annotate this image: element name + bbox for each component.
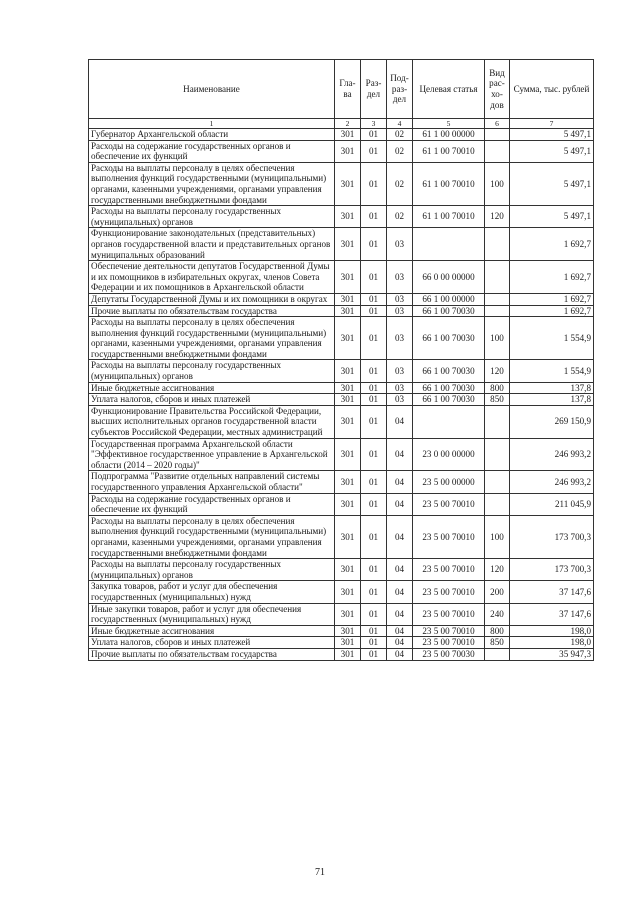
cell-expense-type — [485, 129, 510, 141]
cell-target-article — [413, 228, 485, 261]
table-row — [89, 140, 594, 162]
cell-razdel: 01 — [361, 648, 387, 660]
header-sum: Сумма, тыс. рублей — [510, 60, 594, 119]
cell-name: Обеспечение деятельности депутатов Государственной Думы и их помощников в избирательных округах, членов Совета Федерации и их помощников в Архангельской области — [89, 261, 335, 294]
cell-expense-type — [485, 140, 510, 162]
cell-name: Иные бюджетные ассигнования — [89, 382, 335, 394]
cell-sum: 5 497,1 — [510, 162, 594, 205]
cell-sum: 1 692,7 — [510, 261, 594, 294]
table-row — [89, 129, 594, 141]
cell-podrazdel: 04 — [387, 648, 413, 660]
cell-name: Расходы на выплаты персоналу в целях обеспечения выполнения функций государственными (муниципальными) органами, казенными учреждениями, органами управления государственными внебюджетными фондами — [89, 162, 335, 205]
cell-expense-type — [485, 493, 510, 515]
cell-sum: 1 692,7 — [510, 228, 594, 261]
cell-name: Иные закупки товаров, работ и услуг для обеспечения государственных (муниципальных) нужд — [89, 603, 335, 625]
cell-name: Прочие выплаты по обязательствам государства — [89, 305, 335, 317]
cell-sum: 1 554,9 — [510, 360, 594, 382]
cell-expense-type — [485, 471, 510, 493]
cell-expense-type: 100 — [485, 515, 510, 558]
cell-podrazdel: 03 — [387, 293, 413, 305]
table-row — [89, 625, 594, 637]
cell-podrazdel: 03 — [387, 382, 413, 394]
cell-sum: 5 497,1 — [510, 206, 594, 228]
cell-sum: 37 147,6 — [510, 581, 594, 603]
table-row — [89, 293, 594, 305]
cell-name: Расходы на выплаты персоналу в целях обеспечения выполнения функций государственными (муниципальными) органами, казенными учреждениями, органами управления государственными внебюджетными фондами — [89, 515, 335, 558]
cell-sum: 269 150,9 — [510, 405, 594, 438]
cell-glava: 301 — [335, 648, 361, 660]
table-row — [89, 648, 594, 660]
column-number: 1 — [89, 119, 335, 129]
cell-podrazdel: 03 — [387, 228, 413, 261]
table-row — [89, 206, 594, 228]
header-podrazdel: Под-раз-дел — [387, 60, 413, 119]
cell-name: Подпрограмма "Развитие отдельных направлений системы государственного управления Архангельской области" — [89, 471, 335, 493]
table-row — [89, 228, 594, 261]
cell-sum: 1 692,7 — [510, 305, 594, 317]
cell-expense-type — [485, 438, 510, 471]
cell-glava: 301 — [335, 625, 361, 637]
cell-sum: 1 554,9 — [510, 317, 594, 360]
cell-podrazdel: 04 — [387, 515, 413, 558]
cell-razdel: 01 — [361, 317, 387, 360]
table-row — [89, 394, 594, 406]
cell-glava: 301 — [335, 438, 361, 471]
cell-glava: 301 — [335, 129, 361, 141]
cell-razdel: 01 — [361, 382, 387, 394]
cell-podrazdel: 03 — [387, 317, 413, 360]
cell-expense-type: 800 — [485, 382, 510, 394]
cell-expense-type — [485, 228, 510, 261]
cell-name: Депутаты Государственной Думы и их помощники в округах — [89, 293, 335, 305]
cell-expense-type — [485, 261, 510, 294]
cell-podrazdel: 04 — [387, 471, 413, 493]
table-body — [89, 129, 594, 661]
cell-target-article: 61 1 00 70010 — [413, 206, 485, 228]
cell-podrazdel: 02 — [387, 129, 413, 141]
cell-target-article: 66 1 00 70030 — [413, 305, 485, 317]
table-row — [89, 261, 594, 294]
cell-razdel: 01 — [361, 261, 387, 294]
cell-name: Расходы на выплаты персоналу государственных (муниципальных) органов — [89, 360, 335, 382]
cell-sum: 173 700,3 — [510, 515, 594, 558]
table-row — [89, 360, 594, 382]
table-row — [89, 603, 594, 625]
cell-target-article: 23 5 00 70010 — [413, 515, 485, 558]
cell-razdel: 01 — [361, 305, 387, 317]
table-row — [89, 493, 594, 515]
cell-expense-type — [485, 405, 510, 438]
table-row — [89, 515, 594, 558]
cell-expense-type: 200 — [485, 581, 510, 603]
cell-glava: 301 — [335, 305, 361, 317]
cell-target-article: 23 5 00 70010 — [413, 559, 485, 581]
cell-podrazdel: 04 — [387, 559, 413, 581]
table-row — [89, 581, 594, 603]
cell-glava: 301 — [335, 471, 361, 493]
column-number: 5 — [413, 119, 485, 129]
cell-razdel: 01 — [361, 471, 387, 493]
column-number: 2 — [335, 119, 361, 129]
cell-target-article: 23 5 00 00000 — [413, 471, 485, 493]
cell-target-article: 23 5 00 70010 — [413, 637, 485, 649]
cell-razdel: 01 — [361, 394, 387, 406]
cell-podrazdel: 03 — [387, 360, 413, 382]
cell-glava: 301 — [335, 162, 361, 205]
cell-razdel: 01 — [361, 293, 387, 305]
cell-target-article: 66 0 00 00000 — [413, 261, 485, 294]
cell-target-article: 23 5 00 70030 — [413, 648, 485, 660]
column-number: 7 — [510, 119, 594, 129]
cell-podrazdel: 02 — [387, 162, 413, 205]
cell-podrazdel: 03 — [387, 261, 413, 294]
cell-target-article: 66 1 00 70030 — [413, 394, 485, 406]
cell-name: Расходы на выплаты персоналу государственных (муниципальных) органов — [89, 559, 335, 581]
cell-glava: 301 — [335, 405, 361, 438]
cell-name: Функционирование Правительства Российской Федерации, высших исполнительных органов государственной власти субъектов Российской Федерации, местных администраций — [89, 405, 335, 438]
cell-target-article: 23 0 00 00000 — [413, 438, 485, 471]
cell-glava: 301 — [335, 261, 361, 294]
cell-expense-type: 120 — [485, 559, 510, 581]
cell-razdel: 01 — [361, 493, 387, 515]
column-number: 6 — [485, 119, 510, 129]
cell-target-article: 23 5 00 70010 — [413, 581, 485, 603]
cell-sum: 198,0 — [510, 637, 594, 649]
table-row — [89, 471, 594, 493]
column-numbers-row — [89, 119, 594, 129]
cell-name: Государственная программа Архангельской области "Эффективное государственное управление в Архангельской области (2014 – 2020 годы)" — [89, 438, 335, 471]
cell-expense-type — [485, 648, 510, 660]
cell-glava: 301 — [335, 581, 361, 603]
cell-razdel: 01 — [361, 162, 387, 205]
cell-sum: 173 700,3 — [510, 559, 594, 581]
header-name: Наименование — [89, 60, 335, 119]
cell-glava: 301 — [335, 317, 361, 360]
cell-sum: 211 045,9 — [510, 493, 594, 515]
cell-name: Иные бюджетные ассигнования — [89, 625, 335, 637]
cell-podrazdel: 03 — [387, 394, 413, 406]
cell-target-article: 61 1 00 70010 — [413, 140, 485, 162]
table-row — [89, 382, 594, 394]
cell-podrazdel: 04 — [387, 603, 413, 625]
cell-razdel: 01 — [361, 637, 387, 649]
cell-name: Расходы на выплаты персоналу государственных (муниципальных) органов — [89, 206, 335, 228]
cell-target-article: 66 1 00 70030 — [413, 382, 485, 394]
cell-name: Расходы на содержание государственных органов и обеспечение их функций — [89, 493, 335, 515]
header-glava: Гла-ва — [335, 60, 361, 119]
cell-podrazdel: 02 — [387, 140, 413, 162]
cell-sum: 137,8 — [510, 382, 594, 394]
header-target-article: Целевая статья — [413, 60, 485, 119]
cell-name: Расходы на выплаты персоналу в целях обеспечения выполнения функций государственными (муниципальными) органами, казенными учреждениями, органами управления государственными внебюджетными фондами — [89, 317, 335, 360]
cell-sum: 5 497,1 — [510, 129, 594, 141]
column-number: 4 — [387, 119, 413, 129]
column-number: 3 — [361, 119, 387, 129]
table-row — [89, 305, 594, 317]
cell-glava: 301 — [335, 206, 361, 228]
cell-razdel: 01 — [361, 515, 387, 558]
cell-razdel: 01 — [361, 581, 387, 603]
cell-glava: 301 — [335, 140, 361, 162]
cell-glava: 301 — [335, 515, 361, 558]
cell-podrazdel: 04 — [387, 625, 413, 637]
cell-sum: 246 993,2 — [510, 438, 594, 471]
cell-sum: 198,0 — [510, 625, 594, 637]
cell-sum: 35 947,3 — [510, 648, 594, 660]
cell-glava: 301 — [335, 228, 361, 261]
cell-podrazdel: 03 — [387, 305, 413, 317]
cell-razdel: 01 — [361, 140, 387, 162]
cell-glava: 301 — [335, 382, 361, 394]
cell-razdel: 01 — [361, 625, 387, 637]
cell-podrazdel: 04 — [387, 493, 413, 515]
cell-name: Функционирование законодательных (представительных) органов государственной власти и представительных органов муниципальных образований — [89, 228, 335, 261]
cell-razdel: 01 — [361, 405, 387, 438]
cell-expense-type: 800 — [485, 625, 510, 637]
cell-name: Прочие выплаты по обязательствам государства — [89, 648, 335, 660]
cell-expense-type: 100 — [485, 317, 510, 360]
cell-expense-type: 240 — [485, 603, 510, 625]
cell-razdel: 01 — [361, 559, 387, 581]
cell-expense-type: 120 — [485, 360, 510, 382]
cell-name: Закупка товаров, работ и услуг для обеспечения государственных (муниципальных) нужд — [89, 581, 335, 603]
cell-expense-type — [485, 305, 510, 317]
cell-name: Расходы на содержание государственных органов и обеспечение их функций — [89, 140, 335, 162]
cell-glava: 301 — [335, 637, 361, 649]
cell-razdel: 01 — [361, 603, 387, 625]
budget-table — [88, 59, 594, 661]
table-row — [89, 162, 594, 205]
cell-razdel: 01 — [361, 206, 387, 228]
cell-glava: 301 — [335, 559, 361, 581]
cell-target-article: 23 5 00 70010 — [413, 603, 485, 625]
cell-sum: 5 497,1 — [510, 140, 594, 162]
cell-razdel: 01 — [361, 360, 387, 382]
cell-razdel: 01 — [361, 129, 387, 141]
cell-razdel: 01 — [361, 438, 387, 471]
page-number: 71 — [315, 867, 325, 878]
cell-sum: 137,8 — [510, 394, 594, 406]
cell-podrazdel: 04 — [387, 405, 413, 438]
cell-target-article: 61 1 00 00000 — [413, 129, 485, 141]
cell-expense-type: 100 — [485, 162, 510, 205]
cell-name: Уплата налогов, сборов и иных платежей — [89, 637, 335, 649]
cell-glava: 301 — [335, 394, 361, 406]
table-row — [89, 317, 594, 360]
cell-sum: 1 692,7 — [510, 293, 594, 305]
header-expense-type: Вид рас-хо-дов — [485, 60, 510, 119]
cell-expense-type: 850 — [485, 637, 510, 649]
cell-target-article: 61 1 00 70010 — [413, 162, 485, 205]
cell-glava: 301 — [335, 493, 361, 515]
cell-target-article — [413, 405, 485, 438]
cell-podrazdel: 04 — [387, 637, 413, 649]
cell-glava: 301 — [335, 293, 361, 305]
cell-sum: 37 147,6 — [510, 603, 594, 625]
cell-podrazdel: 04 — [387, 438, 413, 471]
cell-target-article: 23 5 00 70010 — [413, 493, 485, 515]
cell-expense-type: 120 — [485, 206, 510, 228]
cell-podrazdel: 04 — [387, 581, 413, 603]
cell-glava: 301 — [335, 603, 361, 625]
header-razdel: Раз-дел — [361, 60, 387, 119]
cell-expense-type: 850 — [485, 394, 510, 406]
cell-name: Уплата налогов, сборов и иных платежей — [89, 394, 335, 406]
cell-glava: 301 — [335, 360, 361, 382]
cell-target-article: 66 1 00 00000 — [413, 293, 485, 305]
cell-target-article: 23 5 00 70010 — [413, 625, 485, 637]
cell-target-article: 66 1 00 70030 — [413, 360, 485, 382]
cell-razdel: 01 — [361, 228, 387, 261]
header-row — [89, 60, 594, 119]
table-row — [89, 438, 594, 471]
cell-expense-type — [485, 293, 510, 305]
cell-podrazdel: 02 — [387, 206, 413, 228]
cell-target-article: 66 1 00 70030 — [413, 317, 485, 360]
cell-sum: 246 993,2 — [510, 471, 594, 493]
table-row — [89, 559, 594, 581]
cell-name: Губернатор Архангельской области — [89, 129, 335, 141]
table-row — [89, 405, 594, 438]
table-row — [89, 637, 594, 649]
